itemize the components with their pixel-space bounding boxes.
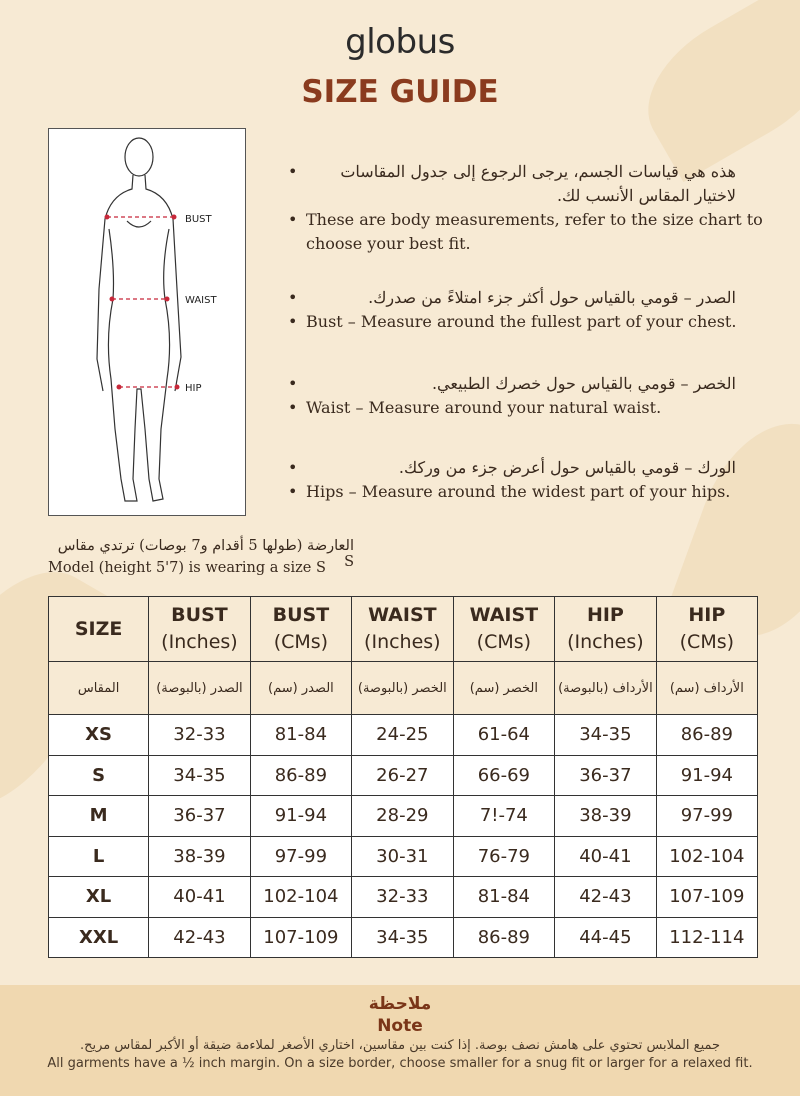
measurement-cell: 36-37 [149, 796, 251, 837]
measurement-cell: 34-35 [149, 755, 251, 796]
size-cell: XL [49, 877, 149, 918]
header-label: WAIST [469, 604, 539, 626]
column-header [149, 597, 251, 662]
model-note-en: Model (height 5'7) is wearing a size S [48, 560, 326, 576]
measurement-cell: 81-84 [250, 715, 351, 756]
header-unit: (Inches) [364, 631, 441, 653]
measurement-cell: 30-31 [352, 836, 454, 877]
header-label: BUST [171, 604, 228, 626]
measurement-cell: 44-45 [555, 917, 657, 958]
measurement-cell: 42-43 [555, 877, 657, 918]
table-row [49, 877, 758, 918]
measurement-cell: 32-33 [149, 715, 251, 756]
measurement-cell: 7!-74 [453, 796, 554, 837]
column-header [49, 597, 149, 662]
measurement-cell: 107-109 [250, 917, 351, 958]
column-header [352, 597, 454, 662]
column-header-ar: الخصر (بالبوصة) [352, 662, 454, 715]
measurement-cell: 28-29 [352, 796, 454, 837]
measurement-cell: 24-25 [352, 715, 454, 756]
column-header [656, 597, 757, 662]
measurement-cell: 66-69 [453, 755, 554, 796]
column-header-ar: الأرداف (بالبوصة) [555, 662, 657, 715]
table-row [49, 917, 758, 958]
size-chart-table [48, 596, 758, 958]
waist-label: WAIST [185, 295, 217, 306]
measurement-cell: 32-33 [352, 877, 454, 918]
note-text-en: All garments have a ½ inch margin. On a size border, choose smaller for a snug fit or larger for a relaxed fit. [47, 1056, 753, 1071]
column-header [453, 597, 554, 662]
measurement-cell: 102-104 [250, 877, 351, 918]
bullet-group-bust: • الصدر – قومي بالقياس حول أكثر جزء امتلاءً من صدرك. • Bust – Measure around the fullest part of your chest. [288, 286, 768, 334]
measurement-cell: 76-79 [453, 836, 554, 877]
column-header-ar: المقاس [49, 662, 149, 715]
bullet-text-ar: هذه هي قياسات الجسم، يرجى الرجوع إلى جدول المقاسات لاختيار المقاس الأنسب لك. [340, 162, 736, 205]
body-measurement-figure [48, 128, 246, 516]
header-unit: (Inches) [161, 631, 238, 653]
measurement-cell: 36-37 [555, 755, 657, 796]
note-title-ar: ملاحظة [368, 994, 432, 1014]
measurement-cell: 97-99 [250, 836, 351, 877]
bullet-text-en: These are body measurements, refer to the size chart to choose your best fit. [306, 210, 763, 253]
measurement-cell: 91-94 [250, 796, 351, 837]
measurement-cell: 40-41 [555, 836, 657, 877]
measurement-cell: 112-114 [656, 917, 757, 958]
measurement-cell: 102-104 [656, 836, 757, 877]
bullet-text-ar: الخصر – قومي بالقياس حول خصرك الطبيعي. [431, 374, 736, 393]
measurement-cell: 86-89 [453, 917, 554, 958]
brand-logo: globus [345, 22, 455, 62]
measurement-cell: 107-109 [656, 877, 757, 918]
header-label: BUST [272, 604, 330, 626]
measurement-cell: 42-43 [149, 917, 251, 958]
size-cell: XXL [49, 917, 149, 958]
bullet-group-hips: • الورك – قومي بالقياس حول أعرض جزء من وركك. • Hips – Measure around the widest part of your hips. [288, 456, 768, 504]
measurement-cell: 86-89 [250, 755, 351, 796]
bust-label: BUST [185, 214, 212, 225]
bullet-text-ar: الورك – قومي بالقياس حول أعرض جزء من وركك. [398, 458, 736, 477]
measurement-cell: 38-39 [555, 796, 657, 837]
header-unit: (CMs) [476, 631, 532, 653]
measurement-cell: 61-64 [453, 715, 554, 756]
bullet-group-intro: • هذه هي قياسات الجسم، يرجى الرجوع إلى جدول المقاسات لاختيار المقاس الأنسب لك. • These are body measurements, refer to the size chart to choose your best fit. [288, 160, 768, 256]
measurement-cell: 40-41 [149, 877, 251, 918]
column-header-ar: الصدر (سم) [250, 662, 351, 715]
column-header [555, 597, 657, 662]
measurement-cell: 97-99 [656, 796, 757, 837]
hip-label: HIP [185, 383, 202, 394]
header-label: HIP [586, 604, 624, 626]
size-cell: L [49, 836, 149, 877]
header-label: WAIST [368, 604, 437, 626]
size-cell: M [49, 796, 149, 837]
table-row [49, 836, 758, 877]
page-title: SIZE GUIDE [301, 74, 499, 110]
table-row [49, 755, 758, 796]
size-cell: S [49, 755, 149, 796]
measurement-cell: 38-39 [149, 836, 251, 877]
header-unit: (CMs) [273, 631, 329, 653]
header-label: HIP [688, 604, 726, 626]
bullet-group-waist: • الخصر – قومي بالقياس حول خصرك الطبيعي. • Waist – Measure around your natural waist. [288, 372, 768, 420]
note-section [0, 985, 800, 1096]
header-unit: (CMs) [679, 631, 735, 653]
bullet-text-en: Hips – Measure around the widest part of your hips. [306, 482, 731, 501]
note-title-en: Note [377, 1016, 423, 1036]
header-unit: (Inches) [567, 631, 644, 653]
note-text-ar: جميع الملابس تحتوي على هامش نصف بوصة. إذا كنت بين مقاسين، اختاري الأصغر لملاءمة ضيقة أو الأكبر لمقاس مريح. [79, 1038, 721, 1053]
bullet-text-ar: الصدر – قومي بالقياس حول أكثر جزء امتلاءً من صدرك. [368, 288, 736, 307]
column-header-ar: الصدر (بالبوصة) [149, 662, 251, 715]
measurement-cell: 26-27 [352, 755, 454, 796]
column-header-ar: الخصر (سم) [453, 662, 554, 715]
table-row [49, 796, 758, 837]
column-header [250, 597, 351, 662]
measurement-cell: 91-94 [656, 755, 757, 796]
measurement-cell: 34-35 [352, 917, 454, 958]
bullet-text-en: Waist – Measure around your natural waist. [306, 398, 662, 417]
size-cell: XS [49, 715, 149, 756]
measurement-cell: 81-84 [453, 877, 554, 918]
bullet-text-en: Bust – Measure around the fullest part of your chest. [306, 312, 737, 331]
header-label: SIZE [74, 617, 123, 640]
measurement-cell: 86-89 [656, 715, 757, 756]
model-note-ar: العارضة (طولها 5 أقدام و7 بوصات) ترتدي مقاس S [57, 538, 354, 570]
measurement-cell: 34-35 [555, 715, 657, 756]
column-header-ar: الأرداف (سم) [656, 662, 757, 715]
table-row [49, 715, 758, 756]
